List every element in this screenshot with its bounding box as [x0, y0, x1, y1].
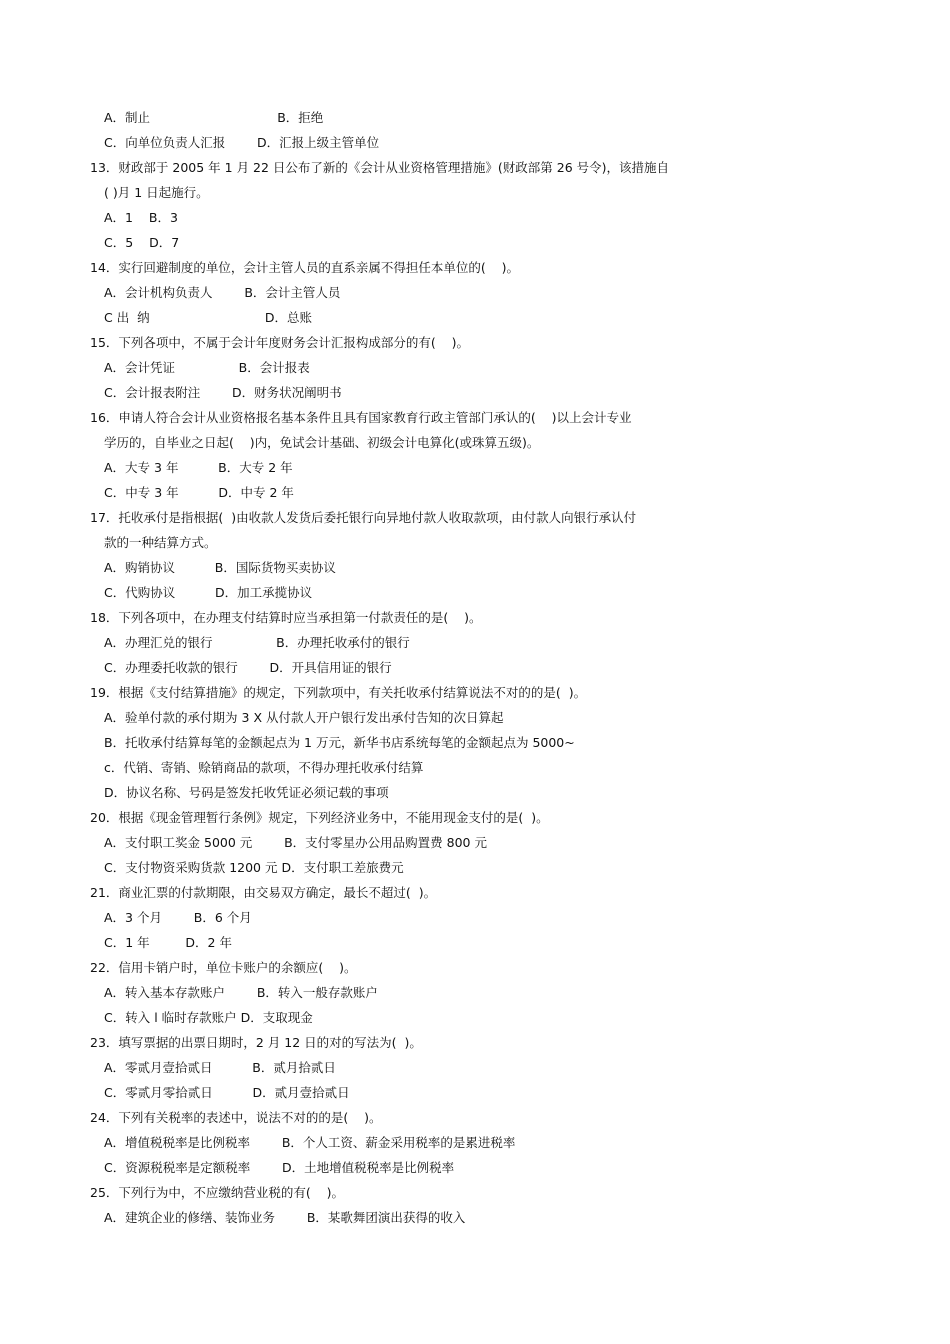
option-line: A．会计机构负责人 B．会计主管人员 [104, 285, 341, 300]
option-line: C．零贰月零拾贰日 D．贰月壹拾贰日 [104, 1085, 350, 1100]
option-line: A．1 B．3 [104, 210, 178, 225]
question-line: 25．下列行为中，不应缴纳营业税的有( )。 [90, 1185, 345, 1200]
option-line: A．转入基本存款账户 B．转入一般存款账户 [104, 985, 378, 1000]
question-line: 13．财政部于 2005 年 1 月 22 日公布了新的《会计从业资格管理措施》(财政部第 26 号令)，该措施自 [90, 160, 670, 175]
question-line: 21．商业汇票的付款期限，由交易双方确定，最长不超过( )。 [90, 885, 437, 900]
option-line: c．代销、寄销、赊销商品的款项，不得办理托收承付结算 [104, 760, 424, 775]
option-line: C 出 纳 D．总账 [104, 310, 313, 325]
question-line: 24．下列有关税率的表述中，说法不对的的是( )。 [90, 1110, 382, 1125]
option-line: A．增值税税率是比例税率 B．个人工资、薪金采用税率的是累进税率 [104, 1135, 516, 1150]
option-line: C．向单位负责人汇报 D．汇报上级主管单位 [104, 135, 380, 150]
question-line: 17．托收承付是指根据( )由收款人发货后委托银行向异地付款人收取款项，由付款人向银行承认付 [90, 510, 637, 525]
option-line: A．支付职工奖金 5000 元 B．支付零星办公用品购置费 800 元 [104, 835, 487, 850]
question-line: 15．下列各项中，不属于会计年度财务会计汇报构成部分的有( )。 [90, 335, 470, 350]
option-line: C．办理委托收款的银行 D．开具信用证的银行 [104, 660, 392, 675]
question-line: 18．下列各项中，在办理支付结算时应当承担第一付款责任的是( )。 [90, 610, 482, 625]
option-line: C．1 年 D．2 年 [104, 935, 232, 950]
question-line: 20．根据《现金管理暂行条例》规定，下列经济业务中，不能用现金支付的是( )。 [90, 810, 549, 825]
question-line: 16．申请人符合会计从业资格报名基本条件且具有国家教育行政主管部门承认的( )以上会计专业 [90, 410, 632, 425]
option-line: A．建筑企业的修缮、装饰业务 B．某歌舞团演出获得的收入 [104, 1210, 466, 1225]
question-line: 14．实行回避制度的单位，会计主管人员的直系亲属不得担任本单位的( )。 [90, 260, 520, 275]
option-line: C．5 D．7 [104, 235, 180, 250]
option-line: A．3 个月 B．6 个月 [104, 910, 252, 925]
option-line: C．中专 3 年 D．中专 2 年 [104, 485, 294, 500]
option-line: A．大专 3 年 B．大专 2 年 [104, 460, 293, 475]
option-line: C．会计报表附注 D．财务状况阐明书 [104, 385, 342, 400]
question-line: 19．根据《支付结算措施》的规定，下列款项中，有关托收承付结算说法不对的的是( )。 [90, 685, 587, 700]
option-line: C．转入 l 临时存款账户 D．支取现金 [104, 1010, 313, 1025]
question-line: 22．信用卡销户时，单位卡账户的余额应( )。 [90, 960, 357, 975]
option-line: A．零贰月壹拾贰日 B．贰月拾贰日 [104, 1060, 336, 1075]
question-line: 23．填写票据的出票日期时，2 月 12 日的对的写法为( )。 [90, 1035, 422, 1050]
option-line: A．验单付款的承付期为 3 X 从付款人开户银行发出承付告知的次日算起 [104, 710, 504, 725]
option-line: C．代购协议 D．加工承揽协议 [104, 585, 313, 600]
option-line: A．制止 B．拒绝 [104, 110, 324, 125]
option-line: A．购销协议 B．国际货物买卖协议 [104, 560, 336, 575]
option-line: B．托收承付结算每笔的金额起点为 1 万元，新华书店系统每笔的金额起点为 5000~ [104, 735, 575, 750]
option-line: A．会计凭证 B．会计报表 [104, 360, 310, 375]
question-continuation: 学历的，自毕业之日起( )内，免试会计基础、初级会计电算化(或珠算五级)。 [104, 435, 540, 450]
option-line: C．支付物资采购货款 1200 元 D．支付职工差旅费元 [104, 860, 404, 875]
option-line: C．资源税税率是定额税率 D．土地增值税税率是比例税率 [104, 1160, 455, 1175]
question-continuation: 款的一种结算方式。 [104, 535, 217, 550]
question-continuation: ( )月 1 日起施行。 [104, 185, 209, 200]
option-line: A．办理汇兑的银行 B．办理托收承付的银行 [104, 635, 410, 650]
option-line: D．协议名称、号码是签发托收凭证必须记载的事项 [104, 785, 389, 800]
